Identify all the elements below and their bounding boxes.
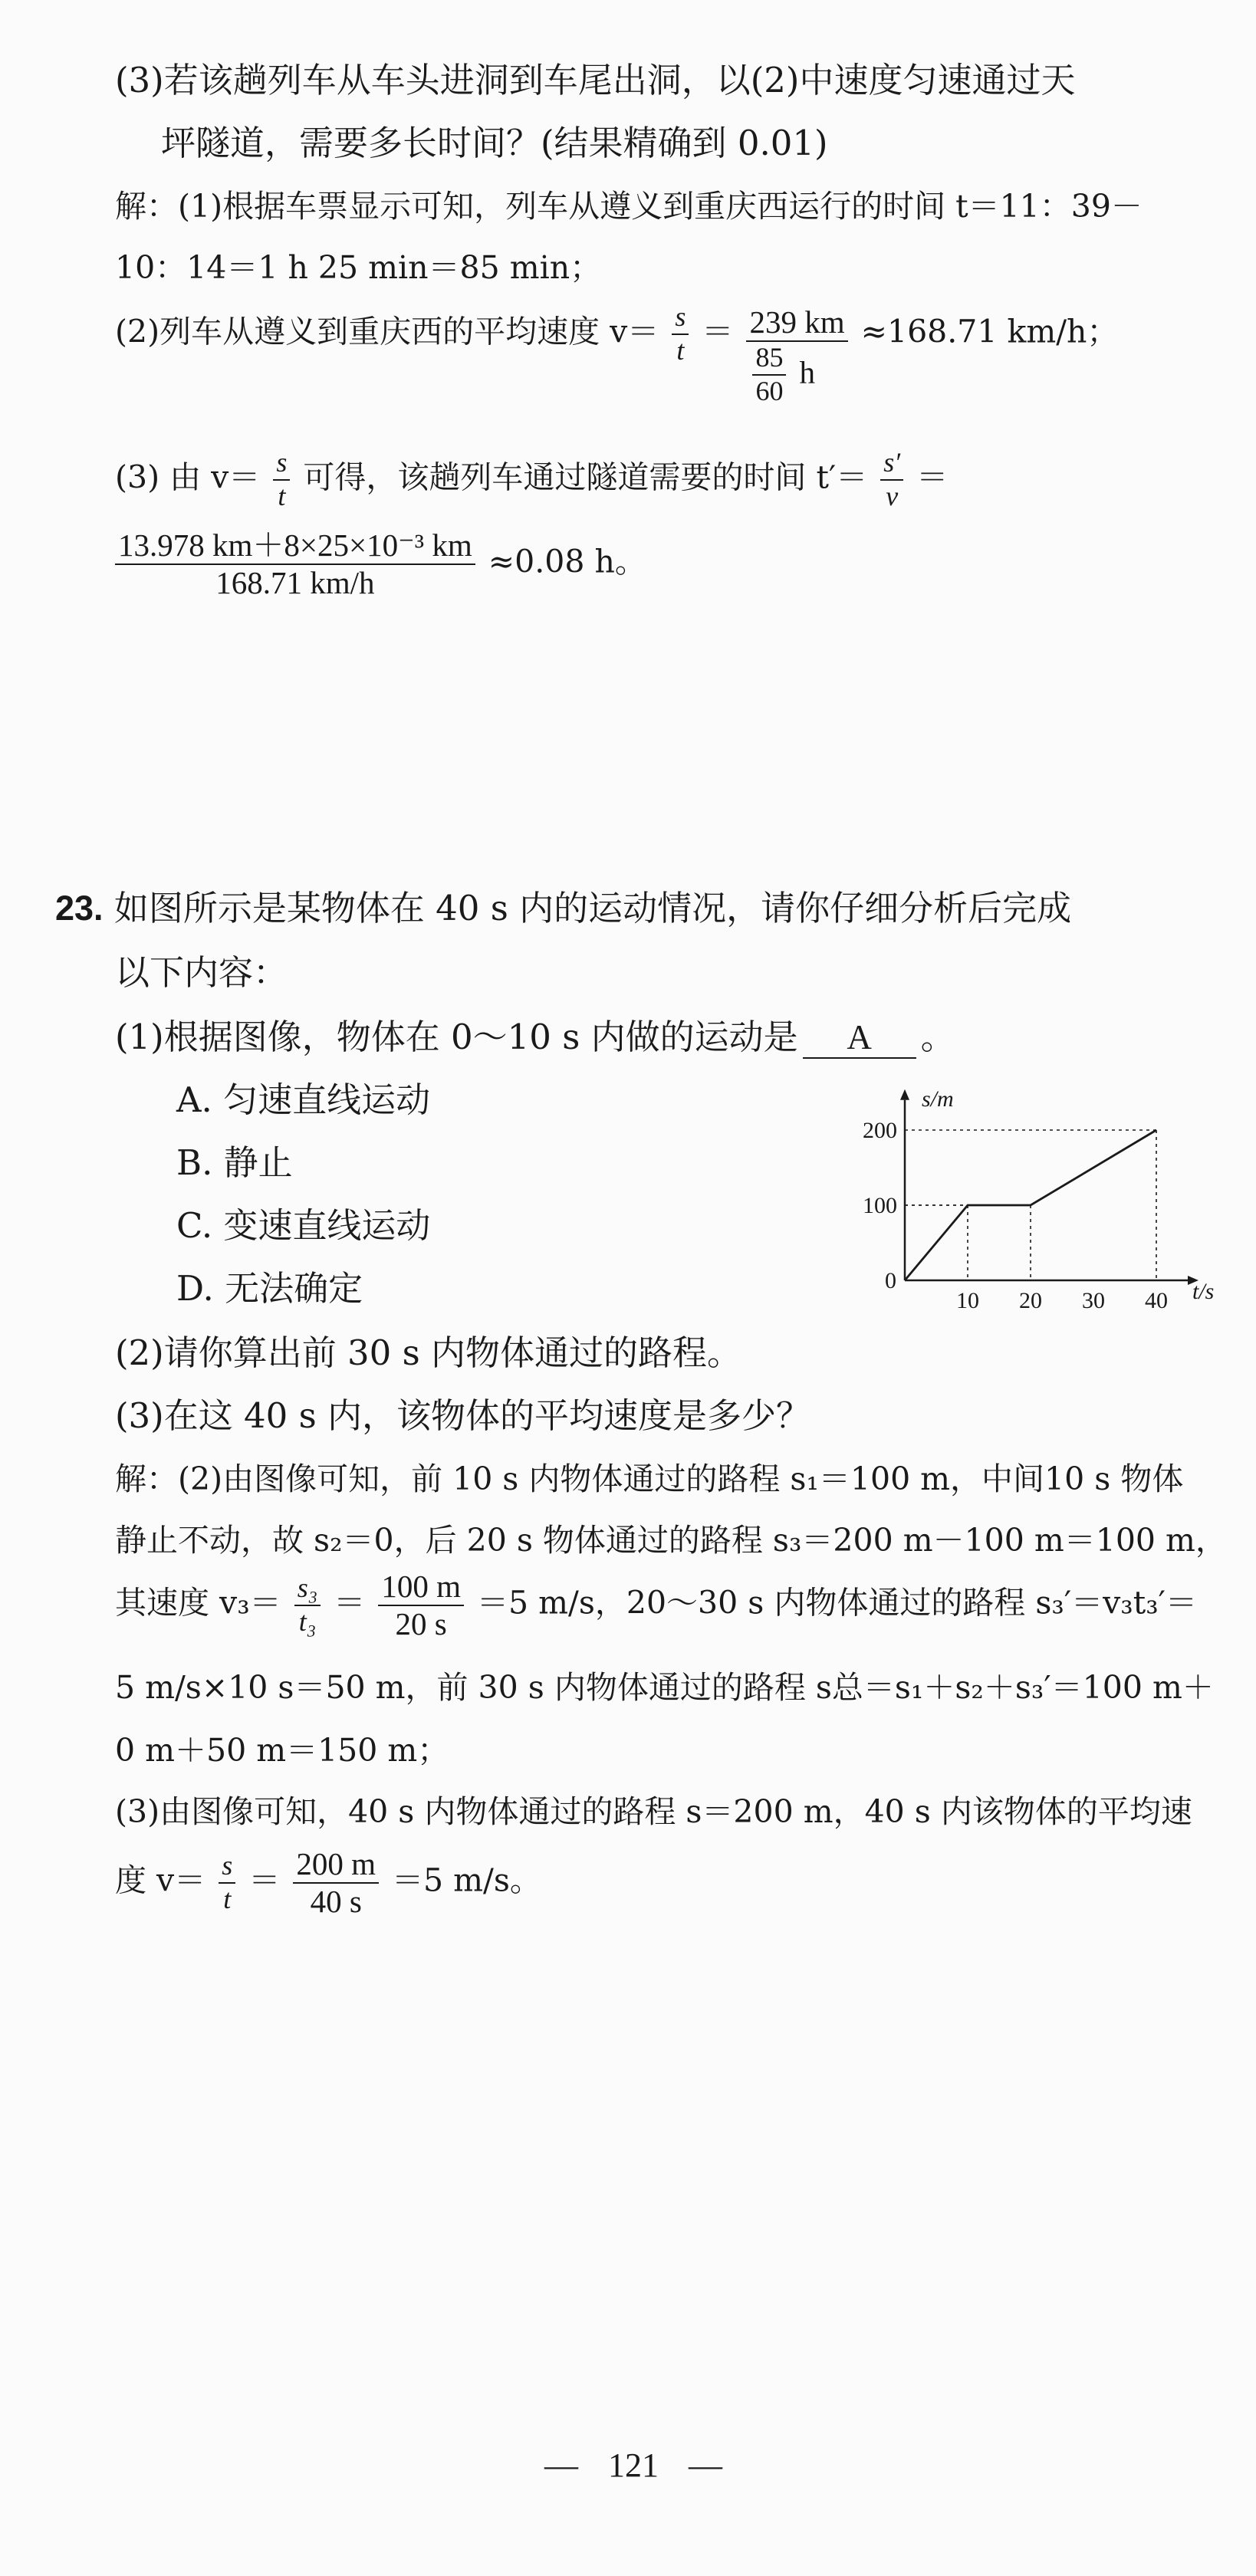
frac-den: 168.71 km/h <box>215 565 375 601</box>
sol3-line1 <box>115 449 948 511</box>
frac-den: 40 s <box>310 1884 362 1920</box>
sol-line7-prefix: 度 v＝ <box>115 1861 206 1899</box>
q23-sol-line6: (3)由图像可知，40 s 内物体通过的路程 s＝200 m，40 s 内该物体的平均速 <box>115 1793 1192 1830</box>
q23-sol-line5: 0 m＋50 m＝150 m； <box>115 1732 449 1769</box>
page-footer <box>544 2446 722 2485</box>
option-b: B. 静止 <box>176 1142 293 1183</box>
x-tick-label: 20 <box>1019 1288 1042 1313</box>
sol-line3-prefix: 其速度 v₃＝ <box>115 1584 281 1622</box>
frac-num: s₃ <box>294 1574 321 1606</box>
frac-100m-20s <box>378 1570 464 1641</box>
frac-den <box>746 342 847 406</box>
frac-num: 100 m <box>378 1570 464 1606</box>
q3-line1: (3)若该趟列车从车头进洞到车尾出洞，以(2)中速度匀速通过天 <box>115 60 1076 100</box>
sub1-answer-blank: A <box>803 1017 916 1059</box>
q23-sol-line2: 静止不动，故 s₂＝0，后 20 s 物体通过的路程 s₃＝200 m－100 m＝100 m， <box>115 1522 1227 1559</box>
frac-den: t₃ <box>298 1606 317 1638</box>
sol3-frac-sprime-v <box>880 449 903 511</box>
frac-den: t <box>223 1884 232 1915</box>
sol2-eq: ＝ <box>702 313 734 350</box>
sol1-line2: 10：14＝1 h 25 min＝85 min； <box>115 249 602 286</box>
q23-sub2: (2)请你算出前 30 s 内物体通过的路程。 <box>115 1332 742 1373</box>
frac-num: s <box>219 1852 235 1884</box>
frac-den: t <box>676 334 685 366</box>
q23-sol-line4: 5 m/s×10 s＝50 m，前 30 s 内物体通过的路程 s总＝s₁＋s₂＋s₃′＝100 m＋ <box>115 1669 1214 1706</box>
q23-stem-line1 <box>55 880 1071 930</box>
sol-line7-eq: ＝ <box>248 1861 281 1899</box>
y-tick-label: 100 <box>863 1193 897 1218</box>
frac-den: v <box>886 480 899 511</box>
sol-line3-suffix: ＝5 m/s，20～30 s 内物体通过的路程 s₃′＝v₃t₃′＝ <box>477 1584 1197 1622</box>
frac-num: 13.978 km＋8×25×10⁻³ km <box>115 529 475 565</box>
q23-number: 23. <box>55 889 104 928</box>
sol3-frac-s-t <box>273 449 290 511</box>
footer-dash-left: — <box>544 2446 578 2484</box>
sol3-result: ≈0.08 h。 <box>488 543 646 580</box>
sub1-prefix: (1)根据图像，物体在 0～10 s 内做的运动是 <box>115 1017 798 1057</box>
option-a: A. 匀速直线运动 <box>176 1079 431 1120</box>
sub1-suffix: 。 <box>920 1017 955 1057</box>
x-tick-label: 30 <box>1082 1288 1105 1313</box>
sol3-mid: 可得，该趟列车通过隧道需要的时间 t′＝ <box>303 458 868 496</box>
sol3-line2 <box>115 529 646 600</box>
series-line <box>905 1130 1156 1280</box>
frac-den: t <box>278 480 286 511</box>
frac-num: 85 <box>752 343 786 376</box>
frac-s-t <box>219 1852 235 1914</box>
footer-dash-right: — <box>689 2446 722 2484</box>
y-axis-arrow <box>900 1089 909 1100</box>
x-tick-label: 10 <box>956 1288 979 1313</box>
sol2-line <box>115 303 1118 406</box>
frac-s3-t3 <box>294 1574 321 1637</box>
sol2-suffix: ≈168.71 km/h； <box>860 313 1119 350</box>
sol2-frac-distance-time <box>746 306 847 406</box>
q23-sub1 <box>115 1009 955 1059</box>
sol3-prefix: (3) 由 v＝ <box>115 458 261 496</box>
q23-stem-text: 如图所示是某物体在 40 s 内的运动情况，请你仔细分析后完成 <box>113 888 1072 928</box>
y-tick-label: 200 <box>863 1118 897 1143</box>
sol1-line1: 解：(1)根据车票显示可知，列车从遵义到重庆西运行的时间 t＝11：39－ <box>115 188 1143 225</box>
frac-num: s′ <box>880 449 903 481</box>
sol2-prefix: (2)列车从遵义到重庆西的平均速度 v＝ <box>115 313 659 350</box>
frac-200m-40s <box>293 1848 379 1918</box>
option-c: C. 变速直线运动 <box>176 1205 431 1246</box>
frac-num: 200 m <box>293 1848 379 1884</box>
sol3-end: ＝ <box>916 458 949 496</box>
sol2-frac-s-t <box>672 303 689 366</box>
frac-num: s <box>273 449 290 481</box>
origin-label: 0 <box>885 1268 896 1293</box>
q3-line2: 坪隧道，需要多长时间？(结果精确到 0.01) <box>161 123 828 163</box>
q23-sub3: (3)在这 40 s 内，该物体的平均速度是多少？ <box>115 1395 811 1436</box>
x-axis-label: t/s <box>1192 1279 1215 1304</box>
frac-den: 20 s <box>395 1606 447 1642</box>
option-d: D. 无法确定 <box>176 1268 363 1309</box>
frac-num: s <box>672 303 689 335</box>
distance-time-chart <box>859 1058 1215 1313</box>
sol-line7-suffix: ＝5 m/s。 <box>392 1861 541 1899</box>
sol-line3-eq: ＝ <box>334 1584 366 1622</box>
sol3-big-frac <box>115 529 475 600</box>
q23-sol-line1: 解：(2)由图像可知，前 10 s 内物体通过的路程 s₁＝100 m，中间10 s 物体 <box>115 1460 1184 1497</box>
q23-sol-line3 <box>115 1570 1197 1641</box>
page-number: 121 <box>608 2446 659 2484</box>
frac-num: 239 km <box>746 306 847 342</box>
y-axis-label: s/m <box>922 1086 954 1112</box>
frac-unit: h <box>799 354 815 390</box>
x-tick-label: 40 <box>1145 1288 1168 1313</box>
q23-sol-line7 <box>115 1848 541 1918</box>
frac-den: 60 <box>755 375 784 406</box>
q23-stem-line2: 以下内容： <box>115 952 288 993</box>
frac-85-60 <box>752 343 786 406</box>
